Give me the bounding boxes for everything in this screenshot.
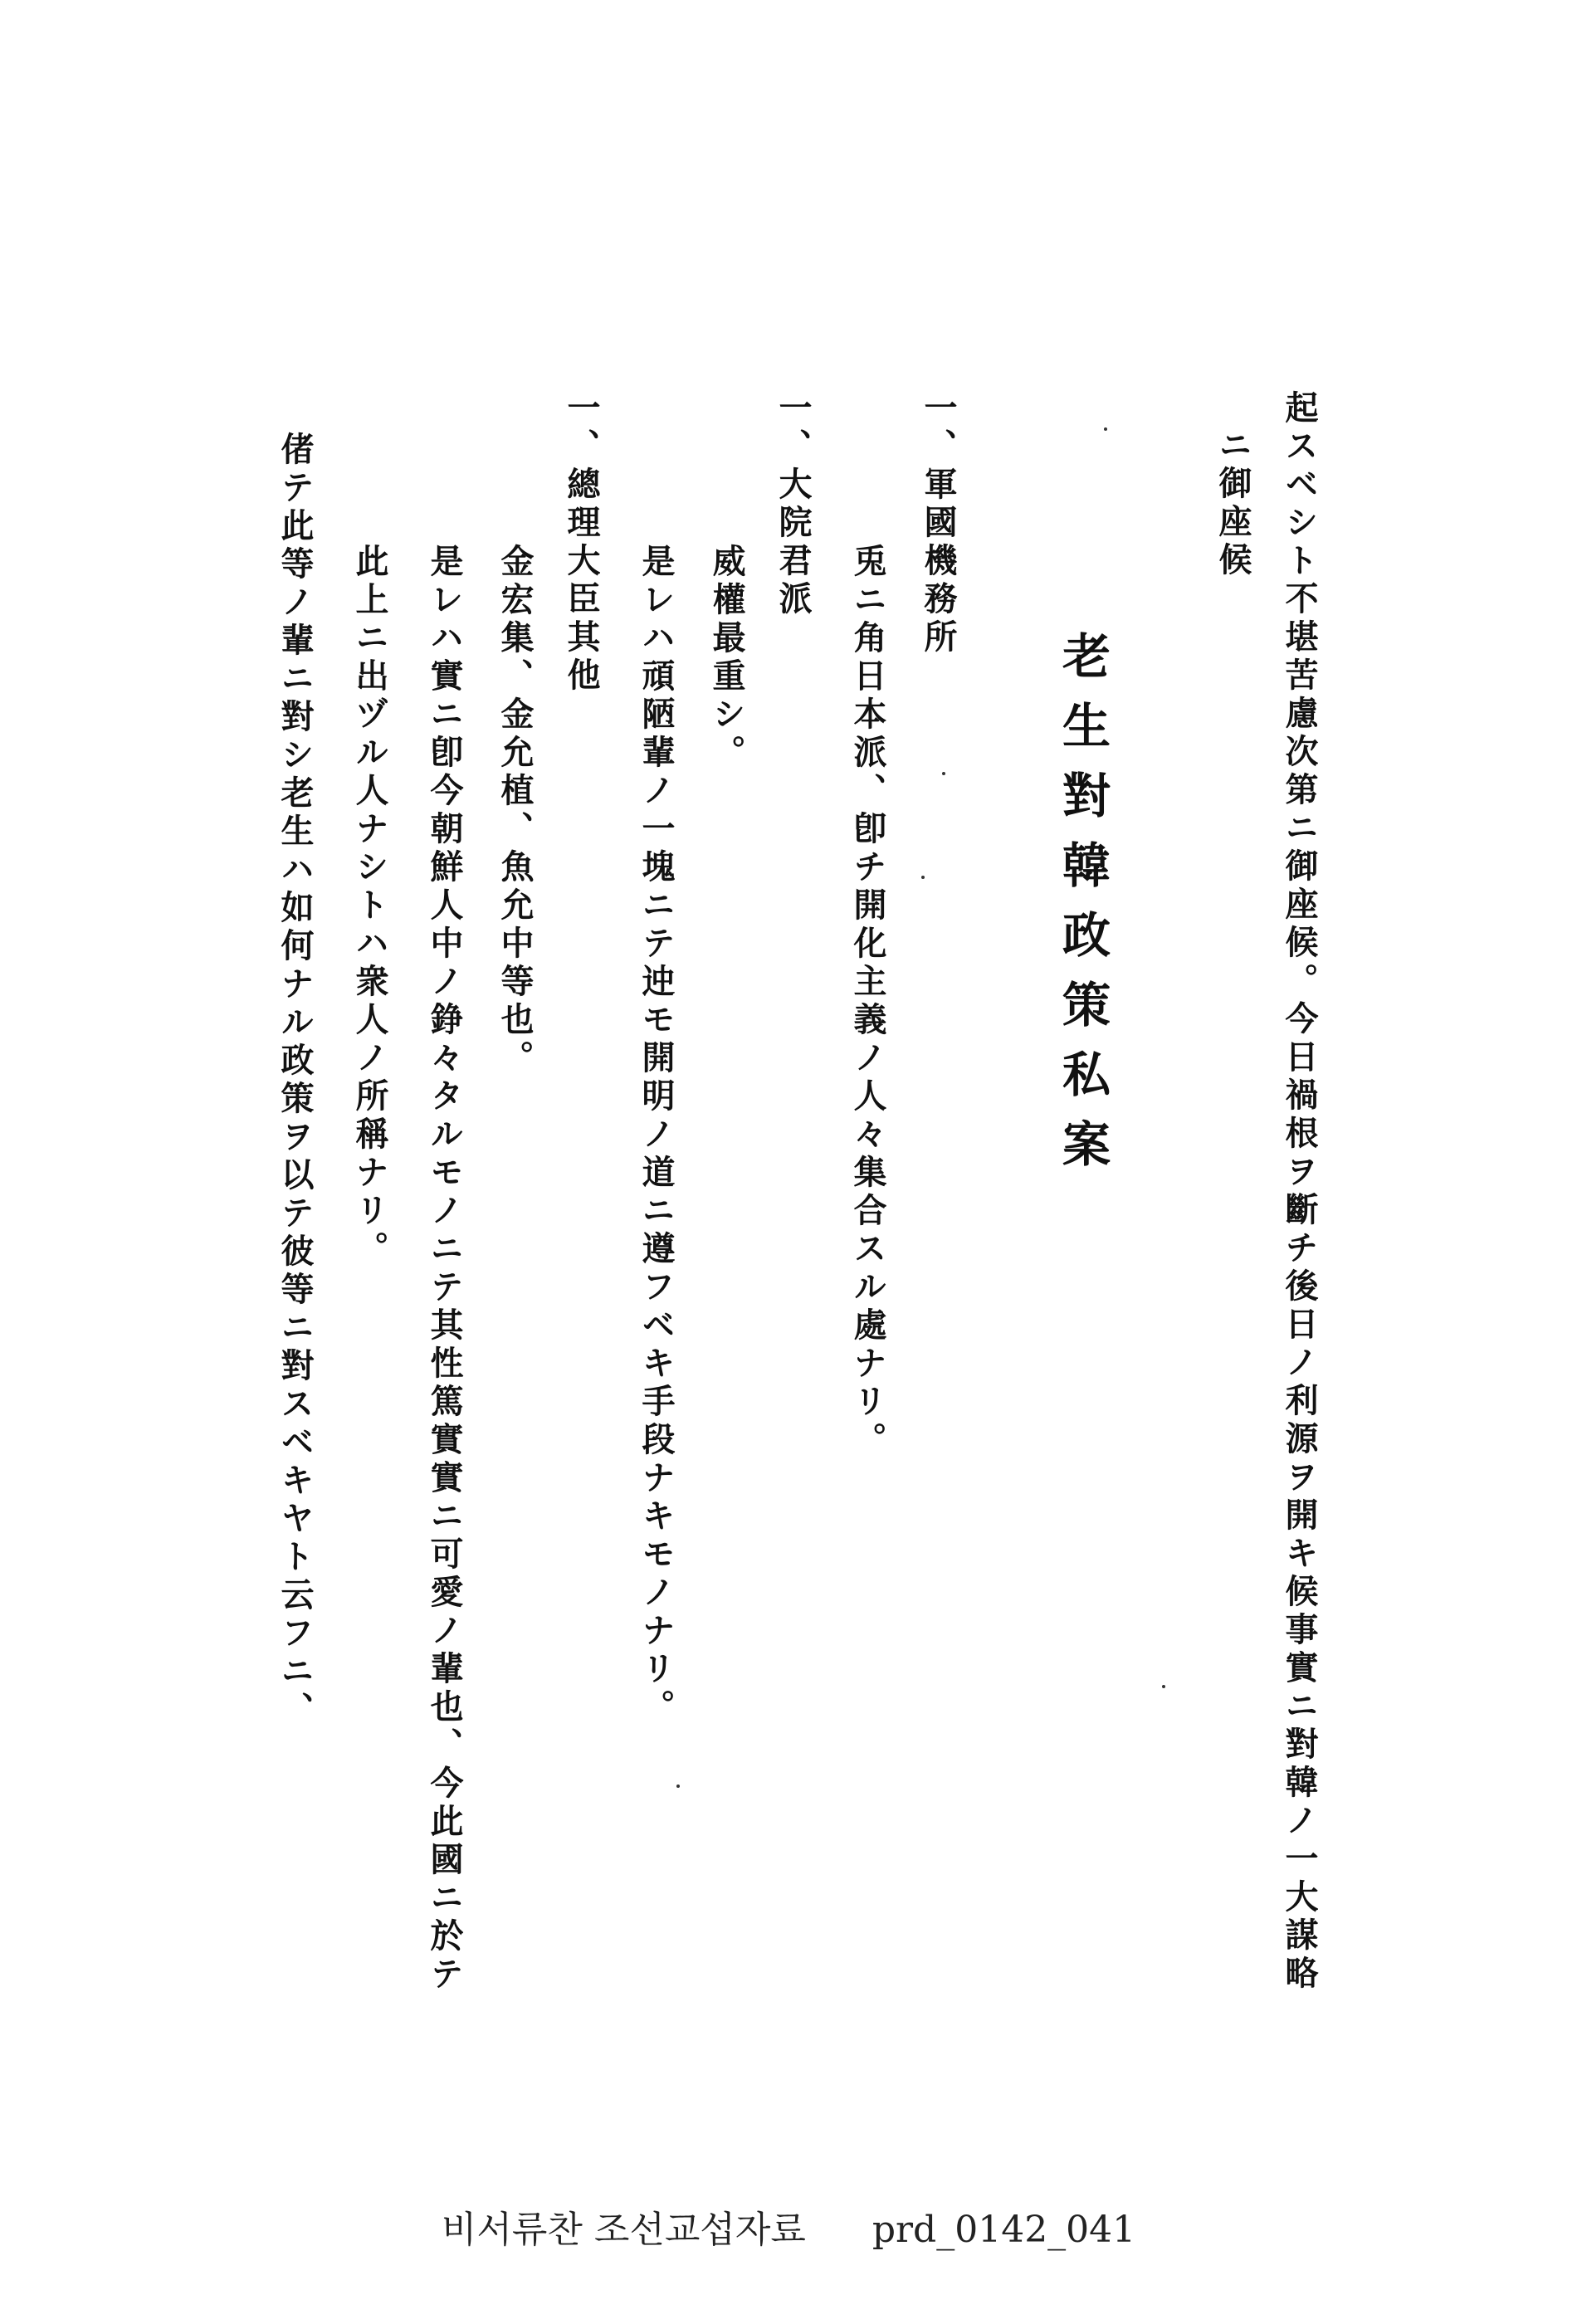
text-line-9: 金宏集、金允植、魚允中等也。 xyxy=(496,544,535,1078)
footer-collection-name: 비서류찬 조선교섭자료 xyxy=(441,2209,806,2251)
scan-speck xyxy=(676,1784,680,1788)
section-heading-daewongun-faction: 一、大院君派 xyxy=(774,390,813,619)
text-line-4: 兎ニ角日本派、卽チ開化主義ノ人々集合スル處ナリ。 xyxy=(848,544,887,1460)
page-footer xyxy=(0,2200,1577,2253)
text-line-1: 起スベシト不堪苦慮次第ニ御座候。今日禍根ヲ斷チ後日ノ利源ヲ開キ候事實ニ對韓ノ一大謀略 xyxy=(1280,390,1319,1994)
scan-speck xyxy=(942,772,945,775)
document-title: 老生對韓政策私案 xyxy=(1054,631,1111,1189)
scan-speck xyxy=(1162,1685,1165,1688)
scan-speck xyxy=(921,876,925,879)
section-heading-military-office: 一、軍國機務所 xyxy=(919,390,958,657)
text-line-7: 是レハ頑陋輩ノ一塊ニテ迚モ開明ノ道ニ遵フベキ手段ナキモノナリ。 xyxy=(637,544,676,1727)
text-line-11: 此上ニ出ヅル人ナシトハ衆人ノ所稱ナリ。 xyxy=(350,544,389,1269)
text-line-6: 威權最重シ。 xyxy=(707,544,746,773)
text-line-12: 偖テ此等ノ輩ニ對シ老生ハ如何ナル政策ヲ以テ彼等ニ對スベキヤト云フニ、 xyxy=(276,432,315,1730)
section-heading-prime-minister: 一、總理大臣其他 xyxy=(562,390,601,696)
footer-document-code: prd_0142_041 xyxy=(872,2209,1136,2251)
text-line-10: 是レハ實ニ卽今朝鮮人中ノ錚々タルモノニテ其性篤實實ニ可愛ノ輩也、今此國ニ於テ xyxy=(425,544,464,1994)
scan-speck xyxy=(1104,427,1107,431)
text-line-2: ニ御座候 xyxy=(1213,427,1252,580)
